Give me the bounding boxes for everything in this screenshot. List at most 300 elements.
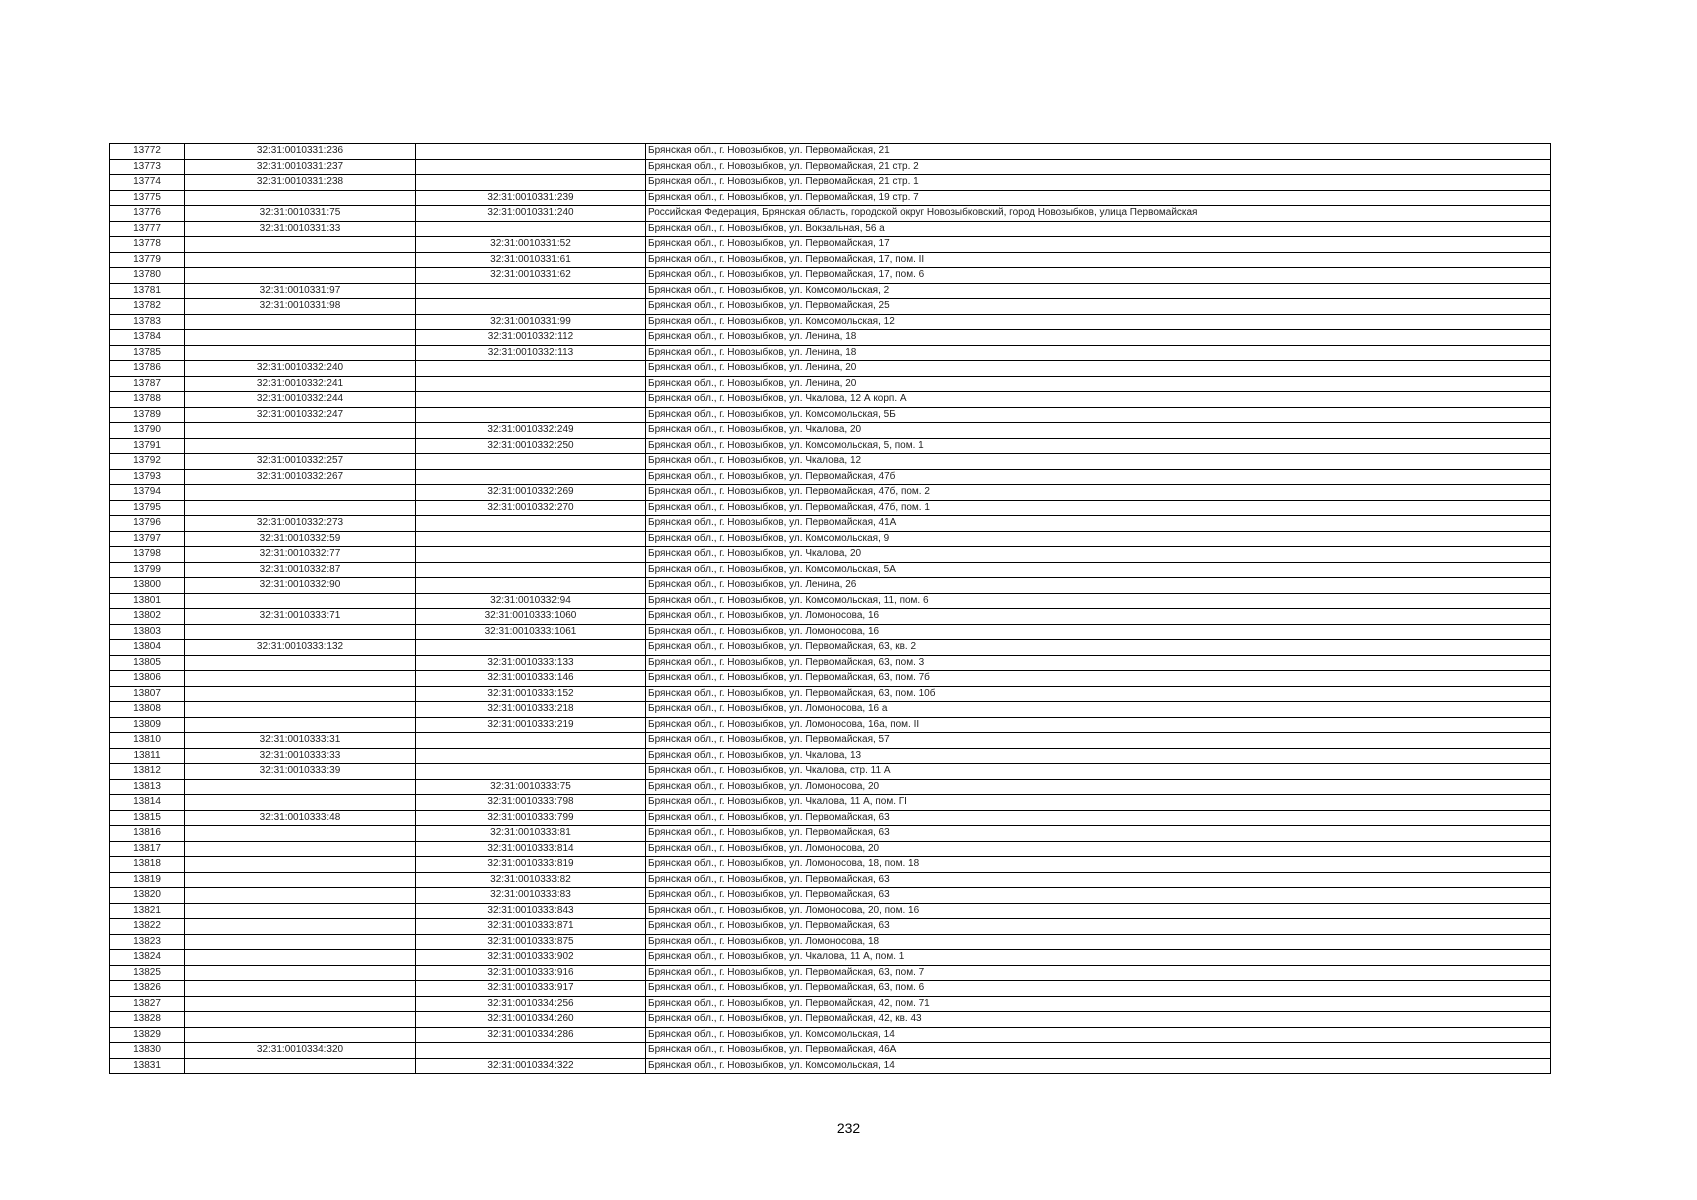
parcel-cadastral-number-cell: [185, 686, 416, 702]
row-number-cell: 13792: [110, 454, 185, 470]
parcel-cadastral-number-cell: [185, 190, 416, 206]
parcel-cadastral-number-cell: 32:31:0010332:247: [185, 407, 416, 423]
row-number-cell: 13790: [110, 423, 185, 439]
row-number-cell: 13828: [110, 1012, 185, 1028]
parcel-cadastral-number-cell: [185, 423, 416, 439]
building-cadastral-number-cell: [416, 221, 646, 237]
building-cadastral-number-cell: 32:31:0010332:270: [416, 500, 646, 516]
parcel-cadastral-number-cell: 32:31:0010332:267: [185, 469, 416, 485]
building-cadastral-number-cell: 32:31:0010333:799: [416, 810, 646, 826]
building-cadastral-number-cell: [416, 1043, 646, 1059]
row-number-cell: 13786: [110, 361, 185, 377]
row-number-cell: 13811: [110, 748, 185, 764]
parcel-cadastral-number-cell: [185, 826, 416, 842]
address-cell: Брянская обл., г. Новозыбков, ул. Первомайская, 17, пом. II: [646, 252, 1551, 268]
row-number-cell: 13780: [110, 268, 185, 284]
parcel-cadastral-number-cell: 32:31:0010333:31: [185, 733, 416, 749]
row-number-cell: 13776: [110, 206, 185, 222]
building-cadastral-number-cell: [416, 392, 646, 408]
table-row: [110, 283, 1551, 299]
address-cell: Брянская обл., г. Новозыбков, ул. Чкалова, 12 А корп. А: [646, 392, 1551, 408]
building-cadastral-number-cell: [416, 361, 646, 377]
building-cadastral-number-cell: 32:31:0010334:260: [416, 1012, 646, 1028]
building-cadastral-number-cell: 32:31:0010332:94: [416, 593, 646, 609]
row-number-cell: 13803: [110, 624, 185, 640]
table-row: [110, 1027, 1551, 1043]
row-number-cell: 13821: [110, 903, 185, 919]
building-cadastral-number-cell: 32:31:0010333:916: [416, 965, 646, 981]
table-row: [110, 454, 1551, 470]
parcel-cadastral-number-cell: [185, 655, 416, 671]
building-cadastral-number-cell: [416, 748, 646, 764]
row-number-cell: 13830: [110, 1043, 185, 1059]
table-row: [110, 1058, 1551, 1074]
row-number-cell: 13819: [110, 872, 185, 888]
address-cell: Брянская обл., г. Новозыбков, ул. Чкалова, 11 А, пом. ГI: [646, 795, 1551, 811]
table-row: [110, 702, 1551, 718]
address-cell: Брянская обл., г. Новозыбков, ул. Ленина, 18: [646, 330, 1551, 346]
table-row: [110, 438, 1551, 454]
parcel-cadastral-number-cell: 32:31:0010332:77: [185, 547, 416, 563]
parcel-cadastral-number-cell: 32:31:0010332:240: [185, 361, 416, 377]
table-row: [110, 159, 1551, 175]
table-row: [110, 919, 1551, 935]
address-cell: Брянская обл., г. Новозыбков, ул. Ленина, 26: [646, 578, 1551, 594]
row-number-cell: 13798: [110, 547, 185, 563]
row-number-cell: 13800: [110, 578, 185, 594]
parcel-cadastral-number-cell: [185, 903, 416, 919]
row-number-cell: 13814: [110, 795, 185, 811]
building-cadastral-number-cell: [416, 376, 646, 392]
building-cadastral-number-cell: [416, 516, 646, 532]
address-cell: Брянская обл., г. Новозыбков, ул. Вокзальная, 56 а: [646, 221, 1551, 237]
building-cadastral-number-cell: [416, 733, 646, 749]
table-row: [110, 175, 1551, 191]
parcel-cadastral-number-cell: [185, 919, 416, 935]
table-row: [110, 686, 1551, 702]
table-row: [110, 144, 1551, 160]
table-row: [110, 857, 1551, 873]
address-cell: Брянская обл., г. Новозыбков, ул. Первомайская, 63: [646, 888, 1551, 904]
parcel-cadastral-number-cell: 32:31:0010331:75: [185, 206, 416, 222]
row-number-cell: 13831: [110, 1058, 185, 1074]
address-cell: Брянская обл., г. Новозыбков, ул. Первомайская, 47б, пом. 2: [646, 485, 1551, 501]
parcel-cadastral-number-cell: 32:31:0010332:87: [185, 562, 416, 578]
parcel-cadastral-number-cell: 32:31:0010332:257: [185, 454, 416, 470]
table-row: [110, 981, 1551, 997]
table-row: [110, 888, 1551, 904]
row-number-cell: 13781: [110, 283, 185, 299]
row-number-cell: 13812: [110, 764, 185, 780]
row-number-cell: 13787: [110, 376, 185, 392]
row-number-cell: 13822: [110, 919, 185, 935]
address-cell: Брянская обл., г. Новозыбков, ул. Первомайская, 63, пом. 6: [646, 981, 1551, 997]
row-number-cell: 13793: [110, 469, 185, 485]
parcel-cadastral-number-cell: [185, 330, 416, 346]
row-number-cell: 13825: [110, 965, 185, 981]
parcel-cadastral-number-cell: 32:31:0010333:132: [185, 640, 416, 656]
table-row: [110, 593, 1551, 609]
register-table-body: [110, 144, 1551, 1074]
parcel-cadastral-number-cell: [185, 1058, 416, 1074]
table-row: [110, 330, 1551, 346]
table-row: [110, 485, 1551, 501]
row-number-cell: 13799: [110, 562, 185, 578]
register-table: [109, 143, 1551, 1074]
row-number-cell: 13795: [110, 500, 185, 516]
parcel-cadastral-number-cell: [185, 981, 416, 997]
row-number-cell: 13774: [110, 175, 185, 191]
table-row: [110, 841, 1551, 857]
address-cell: Брянская обл., г. Новозыбков, ул. Первомайская, 41А: [646, 516, 1551, 532]
building-cadastral-number-cell: 32:31:0010331:62: [416, 268, 646, 284]
building-cadastral-number-cell: 32:31:0010333:843: [416, 903, 646, 919]
building-cadastral-number-cell: 32:31:0010334:256: [416, 996, 646, 1012]
address-cell: Брянская обл., г. Новозыбков, ул. Первомайская, 63: [646, 872, 1551, 888]
table-row: [110, 299, 1551, 315]
table-row: [110, 733, 1551, 749]
address-cell: Брянская обл., г. Новозыбков, ул. Ломоносова, 20: [646, 841, 1551, 857]
address-cell: Брянская обл., г. Новозыбков, ул. Ленина, 20: [646, 376, 1551, 392]
row-number-cell: 13827: [110, 996, 185, 1012]
table-row: [110, 500, 1551, 516]
parcel-cadastral-number-cell: [185, 345, 416, 361]
parcel-cadastral-number-cell: [185, 438, 416, 454]
building-cadastral-number-cell: 32:31:0010331:240: [416, 206, 646, 222]
table-row: [110, 810, 1551, 826]
row-number-cell: 13820: [110, 888, 185, 904]
building-cadastral-number-cell: 32:31:0010333:218: [416, 702, 646, 718]
table-row: [110, 268, 1551, 284]
address-cell: Брянская обл., г. Новозыбков, ул. Первомайская, 17: [646, 237, 1551, 253]
building-cadastral-number-cell: 32:31:0010334:322: [416, 1058, 646, 1074]
building-cadastral-number-cell: [416, 283, 646, 299]
parcel-cadastral-number-cell: 32:31:0010331:236: [185, 144, 416, 160]
table-row: [110, 423, 1551, 439]
row-number-cell: 13808: [110, 702, 185, 718]
table-row: [110, 221, 1551, 237]
parcel-cadastral-number-cell: [185, 252, 416, 268]
table-row: [110, 795, 1551, 811]
address-cell: Брянская обл., г. Новозыбков, ул. Первомайская, 63, пом. 7: [646, 965, 1551, 981]
building-cadastral-number-cell: [416, 299, 646, 315]
row-number-cell: 13805: [110, 655, 185, 671]
address-cell: Брянская обл., г. Новозыбков, ул. Чкалова, 20: [646, 547, 1551, 563]
building-cadastral-number-cell: 32:31:0010332:249: [416, 423, 646, 439]
table-row: [110, 516, 1551, 532]
row-number-cell: 13823: [110, 934, 185, 950]
parcel-cadastral-number-cell: [185, 965, 416, 981]
building-cadastral-number-cell: [416, 764, 646, 780]
table-row: [110, 252, 1551, 268]
row-number-cell: 13816: [110, 826, 185, 842]
table-row: [110, 717, 1551, 733]
table-row: [110, 237, 1551, 253]
building-cadastral-number-cell: 32:31:0010333:146: [416, 671, 646, 687]
row-number-cell: 13807: [110, 686, 185, 702]
table-row: [110, 655, 1551, 671]
row-number-cell: 13788: [110, 392, 185, 408]
row-number-cell: 13772: [110, 144, 185, 160]
table-row: [110, 950, 1551, 966]
parcel-cadastral-number-cell: [185, 996, 416, 1012]
parcel-cadastral-number-cell: [185, 1027, 416, 1043]
row-number-cell: 13801: [110, 593, 185, 609]
table-row: [110, 361, 1551, 377]
address-cell: Брянская обл., г. Новозыбков, ул. Первомайская, 17, пом. 6: [646, 268, 1551, 284]
parcel-cadastral-number-cell: [185, 872, 416, 888]
table-row: [110, 578, 1551, 594]
building-cadastral-number-cell: 32:31:0010333:875: [416, 934, 646, 950]
address-cell: Брянская обл., г. Новозыбков, ул. Первомайская, 25: [646, 299, 1551, 315]
building-cadastral-number-cell: 32:31:0010333:83: [416, 888, 646, 904]
table-row: [110, 640, 1551, 656]
table-row: [110, 872, 1551, 888]
building-cadastral-number-cell: 32:31:0010333:82: [416, 872, 646, 888]
table-row: [110, 469, 1551, 485]
building-cadastral-number-cell: 32:31:0010332:113: [416, 345, 646, 361]
row-number-cell: 13789: [110, 407, 185, 423]
address-cell: Брянская обл., г. Новозыбков, ул. Чкалова, 12: [646, 454, 1551, 470]
row-number-cell: 13791: [110, 438, 185, 454]
parcel-cadastral-number-cell: [185, 624, 416, 640]
table-row: [110, 1043, 1551, 1059]
building-cadastral-number-cell: [416, 547, 646, 563]
address-cell: Брянская обл., г. Новозыбков, ул. Чкалова, 13: [646, 748, 1551, 764]
parcel-cadastral-number-cell: [185, 671, 416, 687]
address-cell: Брянская обл., г. Новозыбков, ул. Первомайская, 47б, пом. 1: [646, 500, 1551, 516]
address-cell: Брянская обл., г. Новозыбков, ул. Комсомольская, 14: [646, 1058, 1551, 1074]
row-number-cell: 13815: [110, 810, 185, 826]
table-row: [110, 407, 1551, 423]
address-cell: Брянская обл., г. Новозыбков, ул. Первомайская, 57: [646, 733, 1551, 749]
building-cadastral-number-cell: 32:31:0010332:250: [416, 438, 646, 454]
row-number-cell: 13775: [110, 190, 185, 206]
table-row: [110, 206, 1551, 222]
address-cell: Брянская обл., г. Новозыбков, ул. Ломоносова, 16: [646, 624, 1551, 640]
parcel-cadastral-number-cell: [185, 779, 416, 795]
address-cell: Брянская обл., г. Новозыбков, ул. Первомайская, 21 стр. 1: [646, 175, 1551, 191]
row-number-cell: 13824: [110, 950, 185, 966]
parcel-cadastral-number-cell: 32:31:0010331:238: [185, 175, 416, 191]
parcel-cadastral-number-cell: [185, 950, 416, 966]
parcel-cadastral-number-cell: [185, 857, 416, 873]
building-cadastral-number-cell: [416, 469, 646, 485]
address-cell: Брянская обл., г. Новозыбков, ул. Чкалова, 20: [646, 423, 1551, 439]
parcel-cadastral-number-cell: 32:31:0010333:33: [185, 748, 416, 764]
parcel-cadastral-number-cell: [185, 888, 416, 904]
building-cadastral-number-cell: 32:31:0010333:1061: [416, 624, 646, 640]
address-cell: Брянская обл., г. Новозыбков, ул. Первомайская, 63, пом. 10б: [646, 686, 1551, 702]
table-row: [110, 996, 1551, 1012]
building-cadastral-number-cell: 32:31:0010332:112: [416, 330, 646, 346]
building-cadastral-number-cell: 32:31:0010334:286: [416, 1027, 646, 1043]
table-row: [110, 376, 1551, 392]
building-cadastral-number-cell: 32:31:0010333:1060: [416, 609, 646, 625]
row-number-cell: 13818: [110, 857, 185, 873]
building-cadastral-number-cell: 32:31:0010333:219: [416, 717, 646, 733]
parcel-cadastral-number-cell: 32:31:0010332:59: [185, 531, 416, 547]
address-cell: Брянская обл., г. Новозыбков, ул. Первомайская, 42, кв. 43: [646, 1012, 1551, 1028]
address-cell: Брянская обл., г. Новозыбков, ул. Первомайская, 63, пом. 7б: [646, 671, 1551, 687]
building-cadastral-number-cell: 32:31:0010332:269: [416, 485, 646, 501]
table-row: [110, 190, 1551, 206]
parcel-cadastral-number-cell: [185, 314, 416, 330]
address-cell: Брянская обл., г. Новозыбков, ул. Ломоносова, 18: [646, 934, 1551, 950]
building-cadastral-number-cell: 32:31:0010331:52: [416, 237, 646, 253]
address-cell: Брянская обл., г. Новозыбков, ул. Первомайская, 21 стр. 2: [646, 159, 1551, 175]
parcel-cadastral-number-cell: 32:31:0010334:320: [185, 1043, 416, 1059]
row-number-cell: 13783: [110, 314, 185, 330]
row-number-cell: 13796: [110, 516, 185, 532]
address-cell: Брянская обл., г. Новозыбков, ул. Комсомольская, 11, пом. 6: [646, 593, 1551, 609]
parcel-cadastral-number-cell: 32:31:0010333:48: [185, 810, 416, 826]
parcel-cadastral-number-cell: 32:31:0010332:241: [185, 376, 416, 392]
building-cadastral-number-cell: [416, 562, 646, 578]
table-row: [110, 314, 1551, 330]
row-number-cell: 13782: [110, 299, 185, 315]
building-cadastral-number-cell: 32:31:0010333:819: [416, 857, 646, 873]
address-cell: Российская Федерация, Брянская область, городской округ Новозыбковский, город Новозыбков, улица Первомайская: [646, 206, 1551, 222]
row-number-cell: 13817: [110, 841, 185, 857]
address-cell: Брянская обл., г. Новозыбков, ул. Ломоносова, 16: [646, 609, 1551, 625]
parcel-cadastral-number-cell: [185, 237, 416, 253]
parcel-cadastral-number-cell: 32:31:0010331:98: [185, 299, 416, 315]
address-cell: Брянская обл., г. Новозыбков, ул. Первомайская, 47б: [646, 469, 1551, 485]
parcel-cadastral-number-cell: [185, 795, 416, 811]
address-cell: Брянская обл., г. Новозыбков, ул. Комсомольская, 5Б: [646, 407, 1551, 423]
parcel-cadastral-number-cell: 32:31:0010333:39: [185, 764, 416, 780]
parcel-cadastral-number-cell: 32:31:0010331:33: [185, 221, 416, 237]
address-cell: Брянская обл., г. Новозыбков, ул. Ломоносова, 16а, пом. II: [646, 717, 1551, 733]
row-number-cell: 13813: [110, 779, 185, 795]
address-cell: Брянская обл., г. Новозыбков, ул. Первомайская, 63, кв. 2: [646, 640, 1551, 656]
parcel-cadastral-number-cell: [185, 934, 416, 950]
row-number-cell: 13779: [110, 252, 185, 268]
row-number-cell: 13809: [110, 717, 185, 733]
address-cell: Брянская обл., г. Новозыбков, ул. Комсомольская, 9: [646, 531, 1551, 547]
building-cadastral-number-cell: 32:31:0010331:99: [416, 314, 646, 330]
address-cell: Брянская обл., г. Новозыбков, ул. Первомайская, 63: [646, 919, 1551, 935]
building-cadastral-number-cell: 32:31:0010333:814: [416, 841, 646, 857]
table-row: [110, 547, 1551, 563]
building-cadastral-number-cell: 32:31:0010333:798: [416, 795, 646, 811]
parcel-cadastral-number-cell: 32:31:0010333:71: [185, 609, 416, 625]
row-number-cell: 13806: [110, 671, 185, 687]
row-number-cell: 13810: [110, 733, 185, 749]
parcel-cadastral-number-cell: [185, 268, 416, 284]
parcel-cadastral-number-cell: 32:31:0010332:273: [185, 516, 416, 532]
table-row: [110, 764, 1551, 780]
row-number-cell: 13802: [110, 609, 185, 625]
address-cell: Брянская обл., г. Новозыбков, ул. Первомайская, 63, пом. 3: [646, 655, 1551, 671]
table-row: [110, 609, 1551, 625]
table-row: [110, 934, 1551, 950]
table-row: [110, 562, 1551, 578]
row-number-cell: 13797: [110, 531, 185, 547]
table-row: [110, 345, 1551, 361]
building-cadastral-number-cell: [416, 159, 646, 175]
parcel-cadastral-number-cell: [185, 485, 416, 501]
building-cadastral-number-cell: [416, 407, 646, 423]
row-number-cell: 13829: [110, 1027, 185, 1043]
parcel-cadastral-number-cell: [185, 1012, 416, 1028]
address-cell: Брянская обл., г. Новозыбков, ул. Чкалова, 11 А, пом. 1: [646, 950, 1551, 966]
table-row: [110, 392, 1551, 408]
address-cell: Брянская обл., г. Новозыбков, ул. Первомайская, 42, пом. 71: [646, 996, 1551, 1012]
table-row: [110, 779, 1551, 795]
row-number-cell: 13804: [110, 640, 185, 656]
building-cadastral-number-cell: [416, 144, 646, 160]
building-cadastral-number-cell: 32:31:0010333:871: [416, 919, 646, 935]
address-cell: Брянская обл., г. Новозыбков, ул. Ленина, 18: [646, 345, 1551, 361]
address-cell: Брянская обл., г. Новозыбков, ул. Первомайская, 46А: [646, 1043, 1551, 1059]
table-row: [110, 903, 1551, 919]
building-cadastral-number-cell: 32:31:0010333:152: [416, 686, 646, 702]
address-cell: Брянская обл., г. Новозыбков, ул. Первомайская, 63: [646, 810, 1551, 826]
building-cadastral-number-cell: 32:31:0010333:133: [416, 655, 646, 671]
row-number-cell: 13826: [110, 981, 185, 997]
address-cell: Брянская обл., г. Новозыбков, ул. Ломоносова, 20, пом. 16: [646, 903, 1551, 919]
row-number-cell: 13773: [110, 159, 185, 175]
parcel-cadastral-number-cell: [185, 702, 416, 718]
building-cadastral-number-cell: [416, 454, 646, 470]
building-cadastral-number-cell: 32:31:0010333:902: [416, 950, 646, 966]
building-cadastral-number-cell: 32:31:0010331:239: [416, 190, 646, 206]
building-cadastral-number-cell: 32:31:0010333:75: [416, 779, 646, 795]
table-row: [110, 826, 1551, 842]
parcel-cadastral-number-cell: 32:31:0010331:97: [185, 283, 416, 299]
parcel-cadastral-number-cell: 32:31:0010332:244: [185, 392, 416, 408]
address-cell: Брянская обл., г. Новозыбков, ул. Комсомольская, 12: [646, 314, 1551, 330]
building-cadastral-number-cell: [416, 640, 646, 656]
table-row: [110, 531, 1551, 547]
building-cadastral-number-cell: [416, 175, 646, 191]
address-cell: Брянская обл., г. Новозыбков, ул. Комсомольская, 2: [646, 283, 1551, 299]
parcel-cadastral-number-cell: [185, 593, 416, 609]
table-row: [110, 748, 1551, 764]
parcel-cadastral-number-cell: [185, 717, 416, 733]
building-cadastral-number-cell: 32:31:0010331:61: [416, 252, 646, 268]
page-number: 232: [836, 1120, 861, 1136]
address-cell: Брянская обл., г. Новозыбков, ул. Ленина, 20: [646, 361, 1551, 377]
table-row: [110, 1012, 1551, 1028]
row-number-cell: 13794: [110, 485, 185, 501]
address-cell: Брянская обл., г. Новозыбков, ул. Первомайская, 19 стр. 7: [646, 190, 1551, 206]
address-cell: Брянская обл., г. Новозыбков, ул. Первомайская, 21: [646, 144, 1551, 160]
parcel-cadastral-number-cell: [185, 500, 416, 516]
table-row: [110, 624, 1551, 640]
address-cell: Брянская обл., г. Новозыбков, ул. Ломоносова, 20: [646, 779, 1551, 795]
building-cadastral-number-cell: [416, 578, 646, 594]
row-number-cell: 13778: [110, 237, 185, 253]
address-cell: Брянская обл., г. Новозыбков, ул. Ломоносова, 18, пом. 18: [646, 857, 1551, 873]
row-number-cell: 13777: [110, 221, 185, 237]
building-cadastral-number-cell: 32:31:0010333:81: [416, 826, 646, 842]
address-cell: Брянская обл., г. Новозыбков, ул. Чкалова, стр. 11 А: [646, 764, 1551, 780]
address-cell: Брянская обл., г. Новозыбков, ул. Ломоносова, 16 а: [646, 702, 1551, 718]
table-row: [110, 671, 1551, 687]
parcel-cadastral-number-cell: 32:31:0010331:237: [185, 159, 416, 175]
address-cell: Брянская обл., г. Новозыбков, ул. Комсомольская, 14: [646, 1027, 1551, 1043]
table-row: [110, 965, 1551, 981]
row-number-cell: 13784: [110, 330, 185, 346]
parcel-cadastral-number-cell: 32:31:0010332:90: [185, 578, 416, 594]
address-cell: Брянская обл., г. Новозыбков, ул. Комсомольская, 5, пом. 1: [646, 438, 1551, 454]
building-cadastral-number-cell: 32:31:0010333:917: [416, 981, 646, 997]
address-cell: Брянская обл., г. Новозыбков, ул. Первомайская, 63: [646, 826, 1551, 842]
building-cadastral-number-cell: [416, 531, 646, 547]
